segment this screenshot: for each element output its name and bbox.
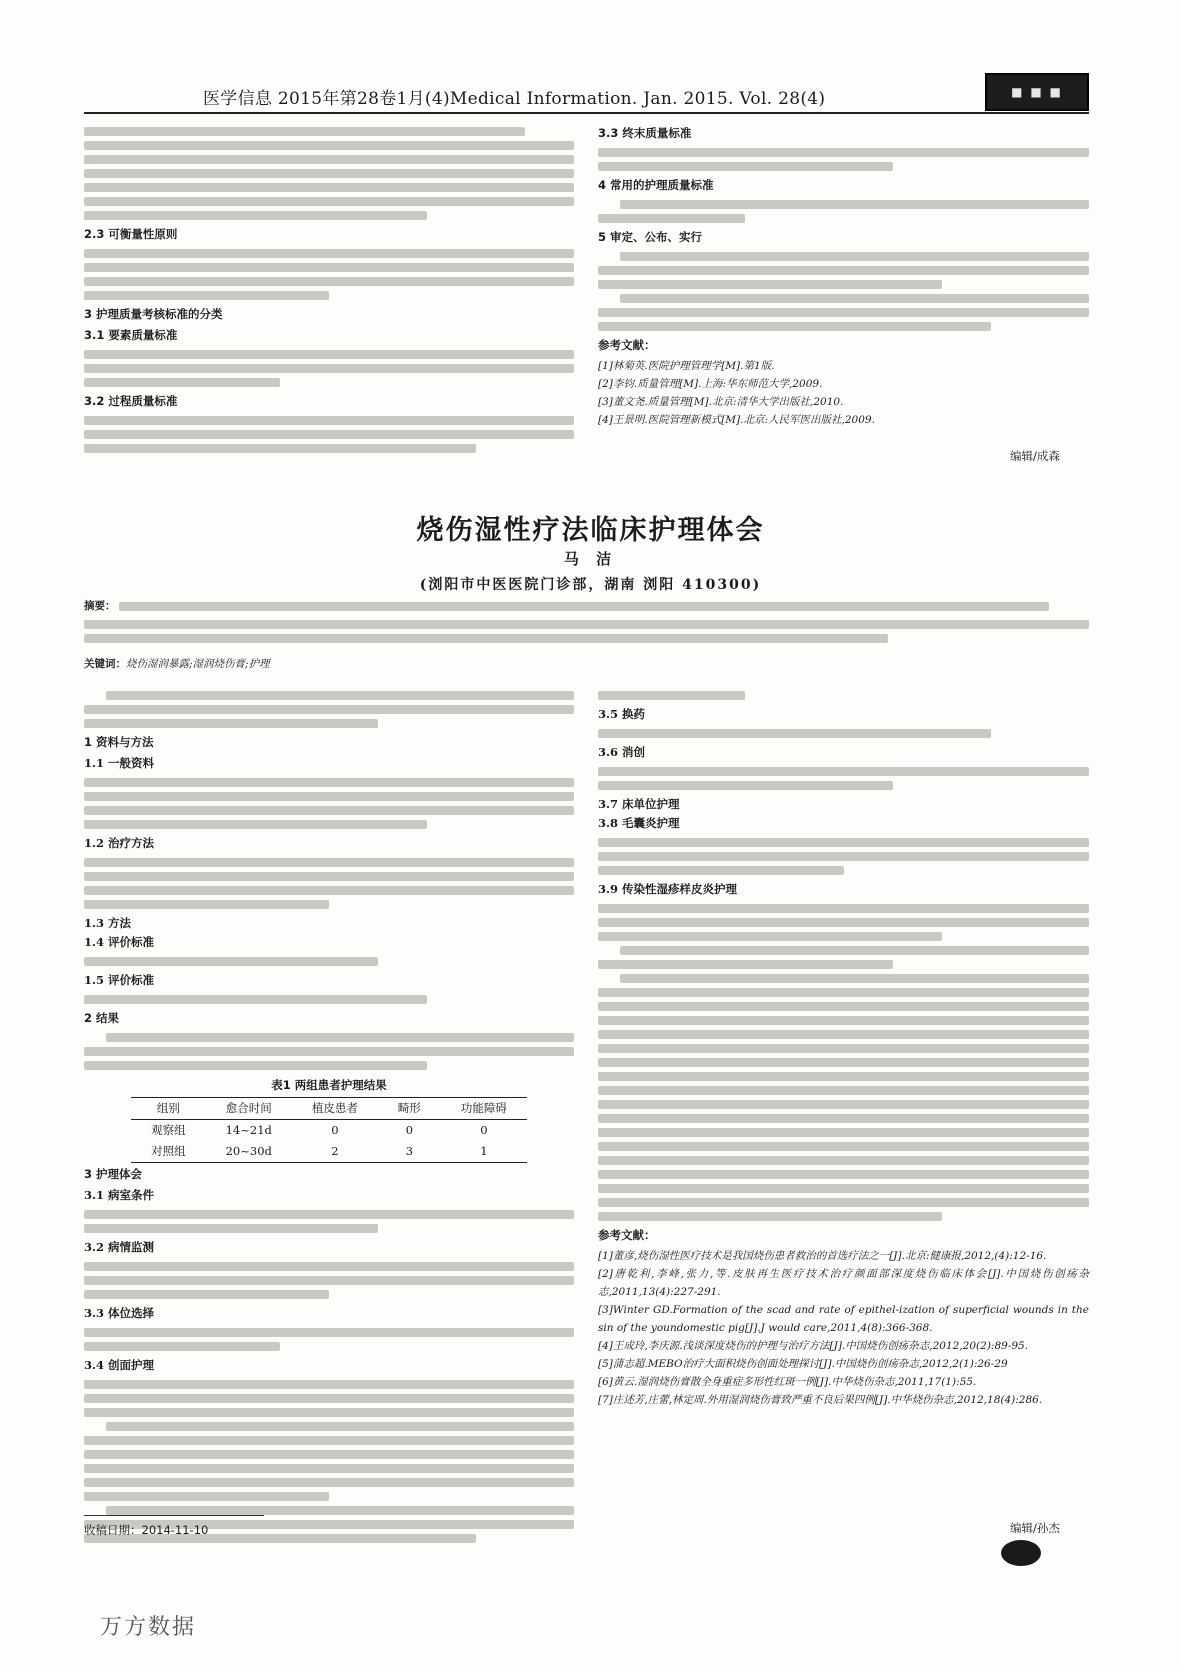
article-title: 烧伤湿性疗法临床护理体会 [416,515,765,546]
reference-item: [1]董彦,烧伤湿性医疗技术是我国烧伤患者救治的首选疗法之一[J].北京:健康报,2012,(4):12-16. [598,1250,1047,1262]
section-heading: 5 审定、公布、实行 [598,230,703,244]
table-cell: 观察组 [151,1123,186,1137]
subsection-heading: 3.8 毛囊炎护理 [598,816,680,830]
section-heading: 4 常用的护理质量标准 [598,178,714,192]
abstract-label: 摘要： [84,600,116,612]
subsection-heading: 1.2 治疗方法 [84,836,155,850]
header-rule [84,112,1089,114]
subsection-heading: 3.9 传染性湿疹样皮炎护理 [598,882,738,896]
section-heading: 1 资料与方法 [84,735,154,749]
prev-article-right-column [598,122,1089,429]
prev-article-left-column [84,122,574,458]
table-caption: 表1 两组患者护理结果 [271,1078,387,1092]
table-header-cell: 畸形 [397,1101,421,1115]
section-heading: 3.1 要素质量标准 [84,328,178,342]
table-header-cell: 功能障碍 [460,1101,507,1115]
table-cell: 1 [480,1144,488,1158]
table-row [131,1120,527,1142]
prev-article-editor: 编辑/成森 [1010,449,1060,463]
journal-header-title: 医学信息 2015年第28卷1月(4)Medical Information. Jan. 2015. Vol. 28(4) [203,89,826,109]
table-cell: 0 [480,1123,488,1137]
reference-item: [2]唐乾利,李峰,张力,等.皮肤再生医疗技术治疗颜面部深度烧伤临床体会[J].中国烧伤创疡杂志,2011,13(4):227-291. [598,1268,1089,1298]
table-header-cell: 愈合时间 [225,1101,272,1115]
subsection-heading: 1.1 一般资料 [84,756,155,770]
article-left-column [84,686,574,1548]
wanfang-watermark: 万方数据 [100,1615,197,1640]
results-table [131,1097,527,1163]
table-cell: 14~21d [225,1123,272,1137]
section-heading: 2 结果 [84,1011,120,1025]
subsection-heading: 1.4 评价标准 [84,935,155,949]
article-right-column [598,686,1089,1409]
article-affiliation: (浏阳市中医医院门诊部，湖南 浏阳 410300) [419,577,762,593]
table-header-cell: 组别 [156,1101,180,1115]
table-cell: 20~30d [225,1144,272,1158]
subsection-heading: 3.2 病情监测 [84,1240,155,1254]
article-keywords [84,656,1089,671]
column-badge [985,73,1089,111]
subsection-heading: 3.3 体位选择 [84,1306,155,1320]
section-heading: 3.3 终末质量标准 [598,126,692,140]
reference-item: [4]王景明.医院管理新模式[M].北京:人民军医出版社,2009. [598,414,875,426]
keywords-text: 烧伤湿润暴露;湿润烧伤膏;护理 [126,658,270,670]
table-cell: 0 [405,1123,414,1137]
subsection-heading: 1.5 评价标准 [84,973,155,987]
running-header [0,0,1181,118]
footnote-rule [84,1515,264,1516]
subsection-heading: 3.6 消创 [598,745,646,759]
references-heading: 参考文献： [598,1228,656,1242]
section-heading: 2.3 可衡量性原则 [84,227,178,241]
reference-item: [7]庄述芳,庄蕾,林定周.外用湿润烧伤膏致严重不良后果四例[J].中华烧伤杂志,2012,18(4):286. [598,1394,1043,1406]
subsection-heading: 3.4 创面护理 [84,1358,155,1372]
section-heading: 3 护理体会 [84,1167,143,1181]
table-cell: 对照组 [151,1144,186,1158]
table-row [131,1141,527,1163]
subsection-heading: 3.7 床单位护理 [598,797,680,811]
reference-item: [1]林菊英.医院护理管理学[M].第1版. [598,360,775,372]
article-references [598,1247,1089,1409]
table-header-cell: 植皮患者 [311,1101,358,1115]
references-heading: 参考文献： [598,338,656,352]
reference-item: [6]黄云.湿润烧伤膏散全身重症多形性红斑一例[J].中华烧伤杂志,2011,17(1):55. [598,1376,977,1388]
received-date: 收稿日期：2014-11-10 [84,1523,209,1537]
reference-item: [2]李钧.质量管理[M].上海:华东师范大学,2009. [598,378,823,390]
article-abstract [84,598,1089,648]
reference-item: [3]董文尧.质量管理[M].北京:清华大学出版社,2010. [598,396,844,408]
table-cell: 3 [405,1144,414,1158]
subsection-heading: 3.5 换药 [598,707,646,721]
column-badge-label: ■ ■ ■ [1011,85,1063,99]
section-heading: 3.2 过程质量标准 [84,394,178,408]
table-header-row [131,1098,527,1120]
section-heading: 3 护理质量考核标准的分类 [84,307,223,321]
prev-article-references [598,357,1089,429]
article-author: 马 洁 [563,550,618,568]
reference-item: [5]蒲志超.MEBO治疗大面积烧伤创面处理探讨[J].中国烧伤创疡杂志,2012,2(1):26-29 [598,1358,1008,1370]
table-cell: 0 [331,1123,339,1137]
keywords-label: 关键词： [84,658,126,670]
reference-item: [3]Winter GD.Formation of the scad and rate of epithel-ization of superficial wounds in the sin of the youndomestic pig[J].J would care,2011,4(8):366-368. [598,1304,1089,1334]
table-cell: 2 [331,1144,339,1158]
reference-item: [4]王成玲,李庆源.浅谈深度烧伤的护理与治疗方法[J].中国烧伤创疡杂志,2012,20(2):89-95. [598,1340,1029,1352]
page-number-badge [1001,1540,1041,1566]
subsection-heading: 3.1 病室条件 [84,1188,155,1202]
subsection-heading: 1.3 方法 [84,916,132,930]
article-editor: 编辑/孙杰 [1010,1521,1060,1535]
